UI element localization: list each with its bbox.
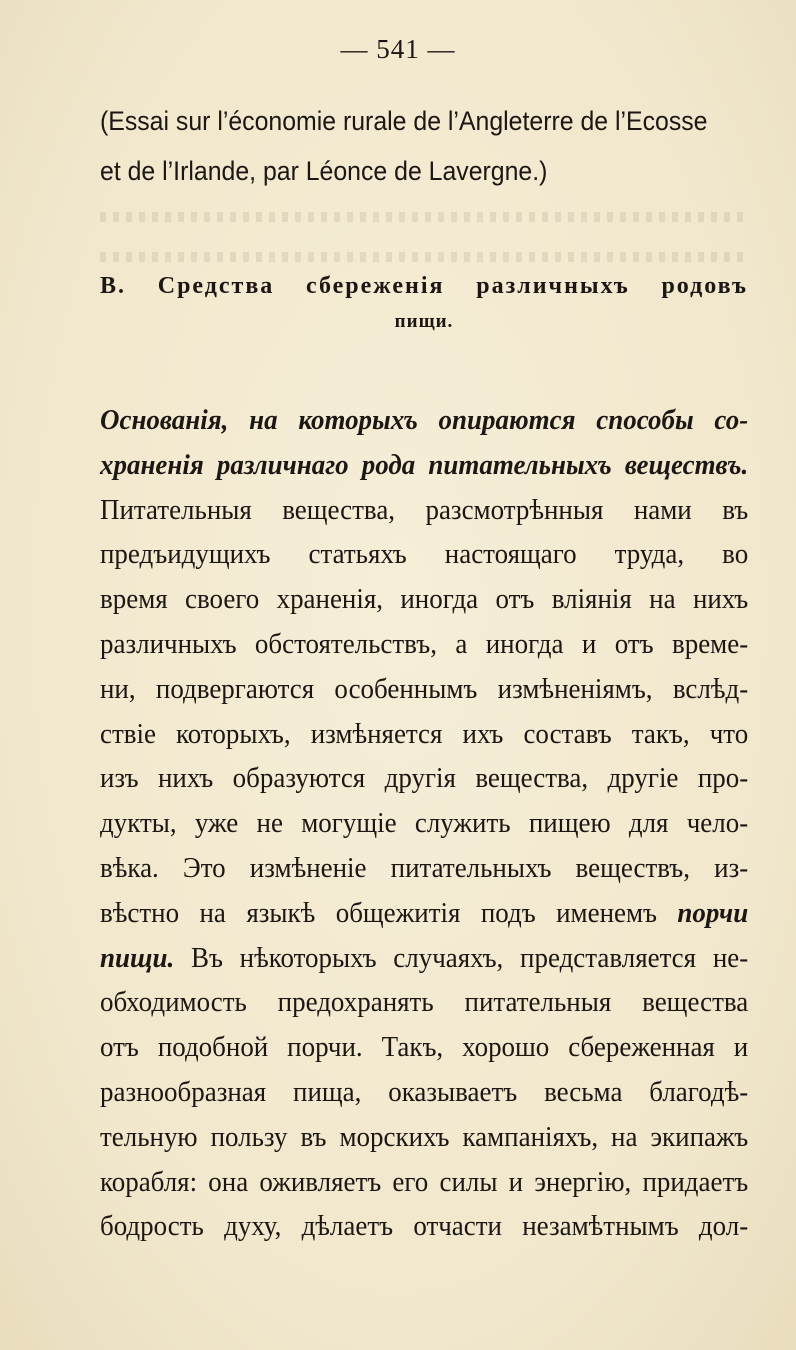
- italic-term: порчи: [677, 896, 749, 929]
- text-line: дукты, уже не могущіе служить пищею для чело-: [100, 807, 749, 840]
- section-heading-line: B. Средства сбереженія различныхъ родовъ: [100, 273, 748, 299]
- text-line: изъ нихъ образуются другія вещества, другіе про-: [100, 762, 749, 795]
- bleed-through-shadow: [100, 212, 748, 222]
- text-line: разнообразная пища, оказываетъ весьма благодѣ-: [100, 1075, 749, 1108]
- text-line: предъидущихъ статьяхъ настоящаго труда, во: [100, 538, 749, 571]
- text-line: Питательныя вещества, разсмотрѣнныя нами въ: [100, 493, 749, 526]
- text-line: обходимость предохранять питательныя вещества: [100, 986, 749, 1019]
- section-heading-line: пищи.: [394, 311, 454, 332]
- text-line: ни, подвергаются особеннымъ измѣненіямъ, вслѣд-: [100, 672, 749, 705]
- text-line: бодрость духу, дѣлаетъ отчасти незамѣтнымъ дол-: [100, 1210, 749, 1243]
- citation: [100, 96, 708, 196]
- text-line: различныхъ обстоятельствъ, а иногда и отъ време-: [100, 627, 749, 660]
- text-line: [100, 891, 748, 936]
- text-line: корабля: она оживляетъ его силы и энергію, придаетъ: [100, 1165, 749, 1198]
- text-line: [100, 936, 748, 981]
- bleed-through-shadow: [100, 252, 748, 262]
- text-line: вѣка. Это измѣненіе питательныхъ веществъ, из-: [100, 851, 749, 884]
- text-line: тельную пользу въ морскихъ кампаніяхъ, на экипажъ: [100, 1120, 749, 1153]
- section-heading: [100, 268, 748, 340]
- citation-line: et de l’Irlande, par Léonce de Lavergne.): [100, 156, 548, 186]
- body-paragraph: [100, 398, 748, 1249]
- text-line: отъ подобной порчи. Такъ, хорошо сбереженная и: [100, 1031, 749, 1064]
- page-number: — 541 —: [340, 34, 456, 64]
- text-line: время своего храненія, иногда отъ вліянія на нихъ: [100, 583, 749, 616]
- text-line-italic: храненія различнаго рода питательныхъ веществъ.: [100, 448, 749, 481]
- text-fragment: вѣстно на языкѣ общежитія подъ именемъ: [100, 896, 678, 929]
- italic-term: пищи.: [100, 941, 175, 974]
- text-line: ствіе которыхъ, измѣняется ихъ составъ такъ, что: [100, 717, 749, 750]
- citation-line: (Essai sur l’économie rurale de l’Angleterre de l’Ecosse: [100, 106, 708, 136]
- text-line-italic: Основанія, на которыхъ опираются способы со-: [100, 404, 749, 436]
- text-fragment: Въ нѣкоторыхъ случаяхъ, представляется не-: [174, 941, 749, 974]
